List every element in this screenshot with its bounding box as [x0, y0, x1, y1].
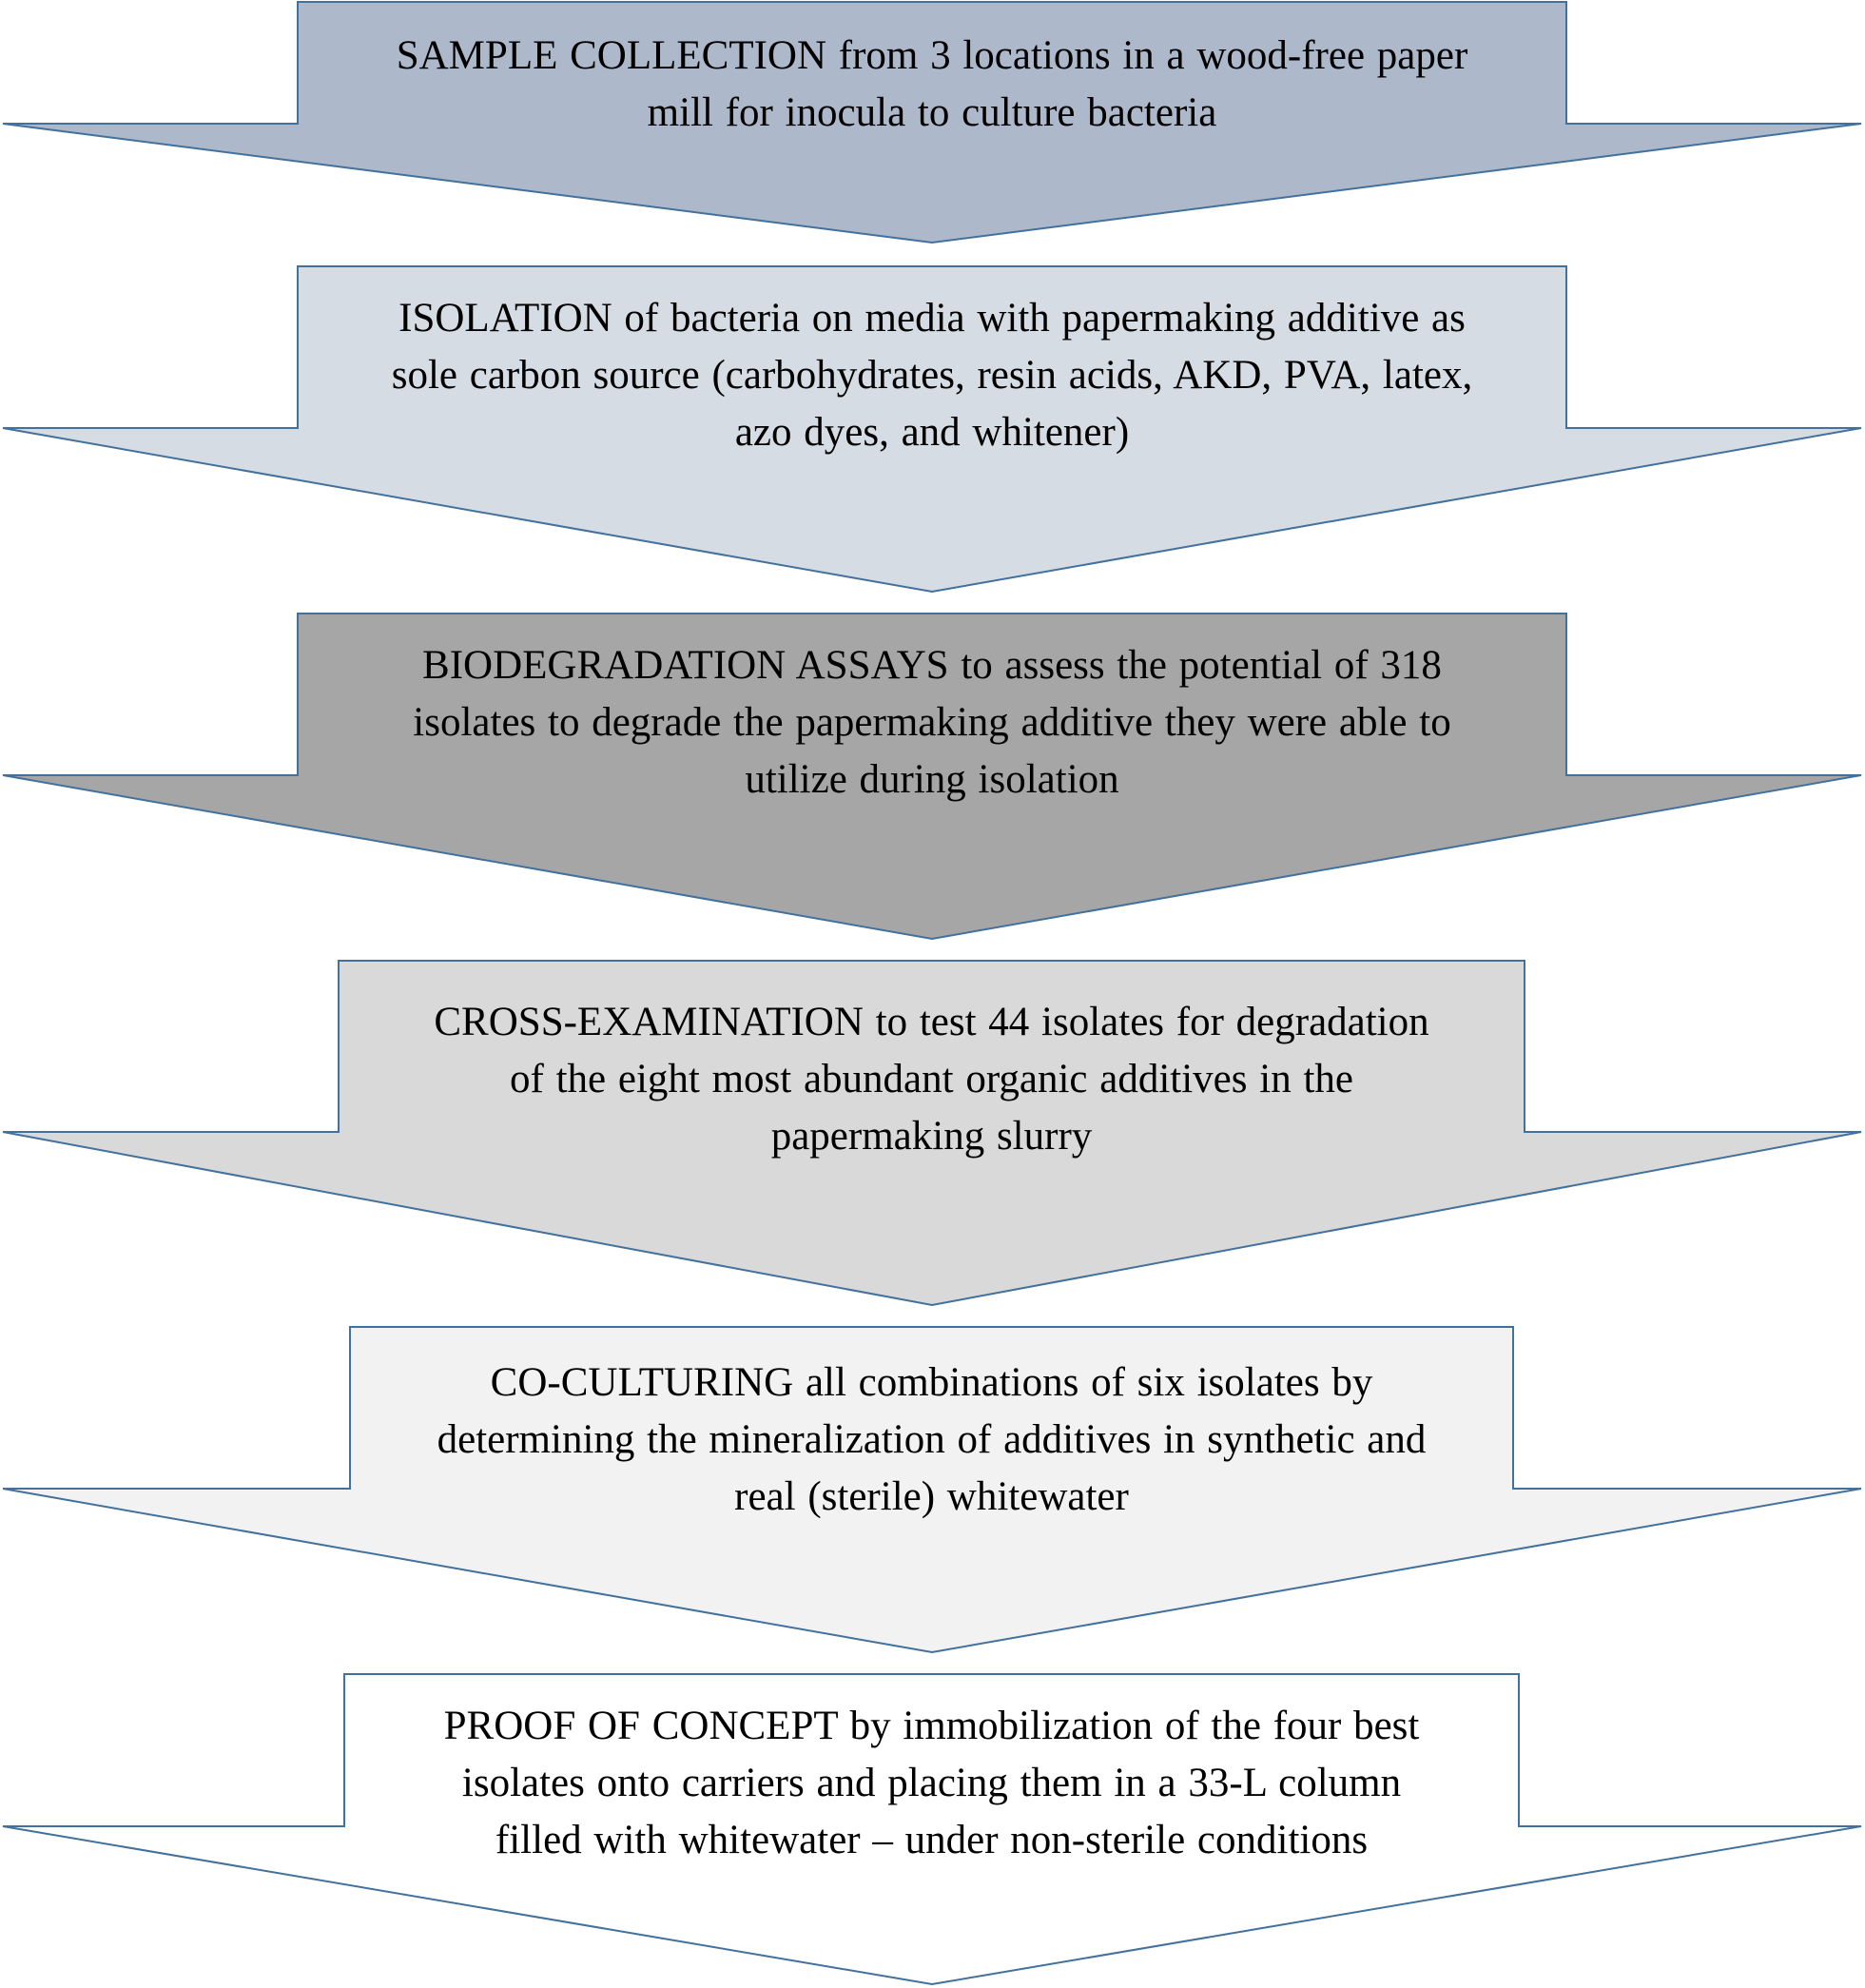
step-line: CO-CULTURING all combinations of six isolates by	[490, 1360, 1373, 1405]
step-text-sample-collection	[298, 28, 1566, 142]
step-text-proof-of-concept	[344, 1698, 1519, 1869]
step-line: mill for inocula to culture bacteria	[647, 90, 1217, 135]
step-text-biodegradation-assays	[298, 637, 1566, 809]
step-line: real (sterile) whitewater	[734, 1474, 1129, 1519]
step-line: azo dyes, and whitener)	[734, 410, 1130, 455]
step-text-co-culturing	[350, 1355, 1513, 1526]
step-line: of the eight most abundant organic additives in the	[510, 1057, 1353, 1101]
step-text-cross-examination	[339, 994, 1525, 1165]
step-line: PROOF OF CONCEPT by immobilization of the four best	[443, 1704, 1420, 1748]
step-line: papermaking slurry	[770, 1114, 1093, 1159]
step-text-isolation	[288, 290, 1576, 461]
step-line: BIODEGRADATION ASSAYS to assess the potential of 318	[422, 643, 1442, 688]
step-line: ISOLATION of bacteria on media with papermaking additive as	[398, 296, 1466, 341]
step-line: isolates onto carriers and placing them in a 33-L column	[461, 1761, 1402, 1805]
step-line: isolates to degrade the papermaking additive they were able to	[413, 700, 1451, 745]
step-line: utilize during isolation	[745, 757, 1119, 802]
step-line: SAMPLE COLLECTION from 3 locations in a wood-free paper	[396, 33, 1468, 78]
step-line: sole carbon source (carbohydrates, resin acids, AKD, PVA, latex,	[391, 353, 1473, 398]
step-line: filled with whitewater – under non-sterile conditions	[495, 1818, 1369, 1862]
step-line: CROSS-EXAMINATION to test 44 isolates for degradation	[434, 1000, 1429, 1044]
step-line: determining the mineralization of additives in synthetic and	[437, 1417, 1427, 1462]
